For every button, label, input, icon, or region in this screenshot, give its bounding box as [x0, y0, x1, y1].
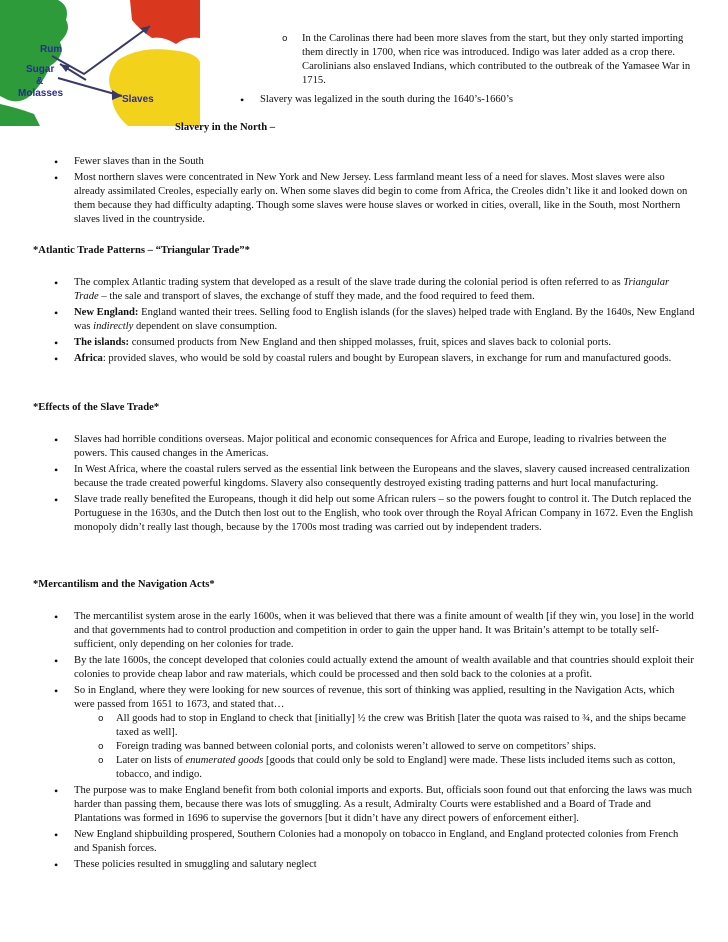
navigation-acts-sublist: [74, 712, 696, 782]
list-item: • New England shipbuilding prospered, Southern Colonies had a monopoly on tobacco in England, and England protected colonies from French and Spanish forces.: [74, 828, 696, 856]
list-item: • By the late 1600s, the concept developed that colonies could actually extend the amount of wealth available and that countries should exploit their colonies to provide cheap labor and raw materials, which could be processed and then sold back to the colonies at a profit.: [74, 654, 696, 682]
map-label-molasses: Molasses: [18, 88, 64, 99]
list-item: • The purpose was to make England benefit from both colonial imports and exports. But, officials soon found out that enforcing the laws was much harder than passing them, because there was lots of smuggling. As a result, Admiralty Courts were established and a Board of Trade and Plantations was formed in 1696 to supervise the governors [but it didn’t have any direct powers of enforcement either].: [74, 784, 696, 826]
map-label-rum: Rum: [40, 44, 63, 55]
north-list: [74, 155, 696, 229]
list-item: • The complex Atlantic trading system that developed as a result of the slave trade during the colonial period is often referred to as Triangular Trade – the sale and transport of slaves, the exchange of stuff they made, and the food required to feed them.: [74, 276, 696, 304]
triangular-trade-map: [0, 0, 200, 126]
sub-bullet-marker: o: [282, 34, 288, 44]
sub-list-item: o Foreign trading was banned between colonial ports, and colonists weren’t allowed to serve on competitors’ ships.: [116, 740, 696, 754]
effects-list: [74, 433, 696, 537]
legalized-line: [240, 93, 710, 107]
list-item: • Slave trade really benefited the Europeans, though it did help out some African rulers – so the powers fought to control it. The Dutch replaced the Portuguese in the 1630s, and the Dutch then lost out to the English, who took over through the Royal African Company in 1672. Even the English monopoly didn’t really last though, because by the 1700s most trading was carried out by independent traders.: [74, 493, 696, 535]
list-item: • The mercantilist system arose in the early 1600s, when it was believed that there was a finite amount of wealth [if they win, you lose] in the world and that governments had to control production and competition in order to gain the upper hand. It was Britain’s attempt to be totally self-sufficient, only depending on her colonies for trade.: [74, 610, 696, 652]
carolinas-paragraph: [272, 32, 702, 88]
north-heading: Slavery in the North –: [175, 122, 276, 133]
europe-landmass: [130, 0, 200, 44]
effects-heading: *Effects of the Slave Trade*: [33, 402, 160, 413]
list-item: • These policies resulted in smuggling and salutary neglect: [74, 858, 696, 872]
triangular-heading: *Atlantic Trade Patterns – “Triangular Trade”*: [33, 245, 250, 256]
sub-list-item: o All goods had to stop in England to check that [initially] ½ the crew was British [later the quota was raised to ¾, and the ships became taxed as well].: [116, 712, 696, 740]
sub-list-item: o Later on lists of enumerated goods [goods that could only be sold to England] were made. These lists included items such as cotton, tobacco, and indigo.: [116, 754, 696, 782]
list-item: • New England: England wanted their trees. Selling food to English islands (for the slaves) helped trade with England. By the 1640s, New England was indirectly dependent on slave consumption.: [74, 306, 696, 334]
list-item: • In West Africa, where the coastal rulers served as the essential link between the Europeans and the slaves, slavery caused increased centralization because the trade created powerful kingdoms. Slavery also consequently destroyed existing trading patterns and hurt local manufacturing.: [74, 463, 696, 491]
list-item: • Slaves had horrible conditions overseas. Major political and economic consequences for Africa and Europe, leading to rivalries between the powers. This caused changes in the Americas.: [74, 433, 696, 461]
mercantilism-heading: *Mercantilism and the Navigation Acts*: [33, 579, 215, 590]
carolinas-text: In the Carolinas there had been more slaves from the start, but they only started importing them directly in 1700, when rice was introduced. Indigo was later added as a crop there. Carolinians also enslaved Indians, which contributed to the outbreak of the Yamasee War in 1715.: [302, 33, 691, 86]
list-item: • Most northern slaves were concentrated in New York and New Jersey. Less farmland meant less of a need for slaves. Most slaves were also already assimilated Creoles, especially early on. When some slaves did begin to come from Africa, the Creoles didn’t like it and looked down on them because they had difficulty adapting. Though some slaves were house slaves or worked in cities, overall, like in the South, most Northern slaves lived in the countryside.: [74, 171, 696, 227]
list-item: • Fewer slaves than in the South: [74, 155, 696, 169]
mercantilism-list: [74, 610, 696, 874]
list-item: • The islands: consumed products from New England and then shipped molasses, fruit, spices and slaves back to colonial ports.: [74, 336, 696, 350]
map-label-sugar: Sugar: [26, 64, 55, 75]
map-label-slaves: Slaves: [122, 94, 154, 105]
list-item: • Africa: provided slaves, who would be sold by coastal rulers and bought by European slavers, in exchange for rum and manufactured goods.: [74, 352, 696, 366]
list-item: • So in England, where they were looking for new sources of revenue, this sort of thinking was applied, resulting in the Navigation Acts, which were passed from 1651 to 1673, and stated that… o All goods had to stop in England to check that [initially] ½ the crew was British [later the quota was raised to ¾, and the ships became taxed as well]. o Foreign trading was banned between colonial ports, and colonists weren’t allowed to serve on competitors’ ships. o Later on lists of enumerated goods [goods that could only be sold to England] were made. These lists included items such as cotton, tobacco, and indigo.: [74, 684, 696, 782]
bullet-marker: •: [240, 93, 245, 107]
legalized-text: Slavery was legalized in the south during the 1640’s-1660’s: [260, 94, 514, 105]
triangular-list: [74, 276, 696, 368]
africa-landmass: [109, 49, 200, 126]
south-america-landmass: [0, 104, 40, 126]
map-label-amp: &: [36, 76, 44, 87]
